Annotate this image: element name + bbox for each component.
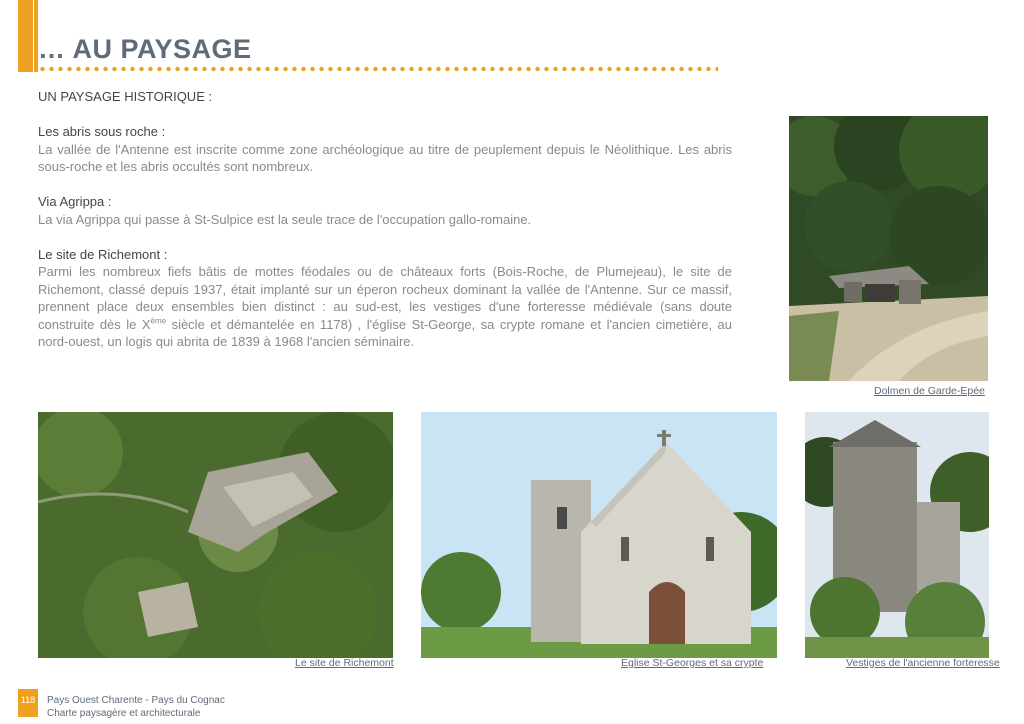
footer-line-2: Charte paysagère et architecturale	[47, 708, 201, 719]
eglise-photo	[421, 412, 777, 658]
richemont-heading: Le site de Richemont :	[38, 246, 168, 262]
dolmen-caption[interactable]: Dolmen de Garde-Epée	[874, 385, 985, 397]
richemont-photo	[38, 412, 393, 658]
agrippa-heading: Via Agrippa :	[38, 194, 112, 209]
abris-heading: Les abris sous roche :	[38, 124, 166, 139]
forteresse-caption[interactable]: Vestiges de l'ancienne forteresse	[846, 657, 1000, 669]
section-title: UN PAYSAGE HISTORIQUE :	[38, 89, 213, 104]
abris-text: La vallée de l'Antenne est inscrite comme zone archéologique au titre de peuplement depuis le Néolithique. Les abris sous-roche et les abris occultés sont nombreux.	[38, 141, 732, 174]
richemont-caption[interactable]: Le site de Richemont	[295, 657, 394, 669]
accent-bar-left	[18, 0, 33, 72]
agrippa-text: La via Agrippa qui passe à St-Sulpice est la seule trace de l'occupation gallo-romaine.	[38, 211, 532, 227]
page-number: 118	[18, 689, 38, 717]
richemont-text: Parmi les nombreux fiefs bâtis de mottes féodales ou de châteaux forts (Bois-Roche, de Plumejeau), le site de Richemont, classé depuis 1937, était implanté sur un éperon rocheux dominant la vallée de l'Antenne. Sur ce massif, prennent place deux ensembles bien distinct : au sud-est, les vestiges d'une forteresse médiévale (sans doute construite dès le Xème siècle et démantelée en 1178) , l'église St-George, sa crypte romane et l'ancien cimetière, au nord-ouest, un logis qui abrita de 1839 à 1968 l'ancien séminaire.	[38, 264, 732, 349]
dolmen-photo	[789, 116, 988, 381]
footer-text	[47, 694, 225, 720]
eglise-caption[interactable]: Eglise St-Georges et sa crypte	[621, 657, 764, 669]
page-title: … AU PAYSAGE	[38, 34, 252, 64]
forteresse-photo	[805, 412, 989, 658]
text-content	[38, 88, 732, 351]
dotted-divider	[38, 65, 718, 73]
footer-line-1: Pays Ouest Charente - Pays du Cognac	[47, 695, 225, 706]
